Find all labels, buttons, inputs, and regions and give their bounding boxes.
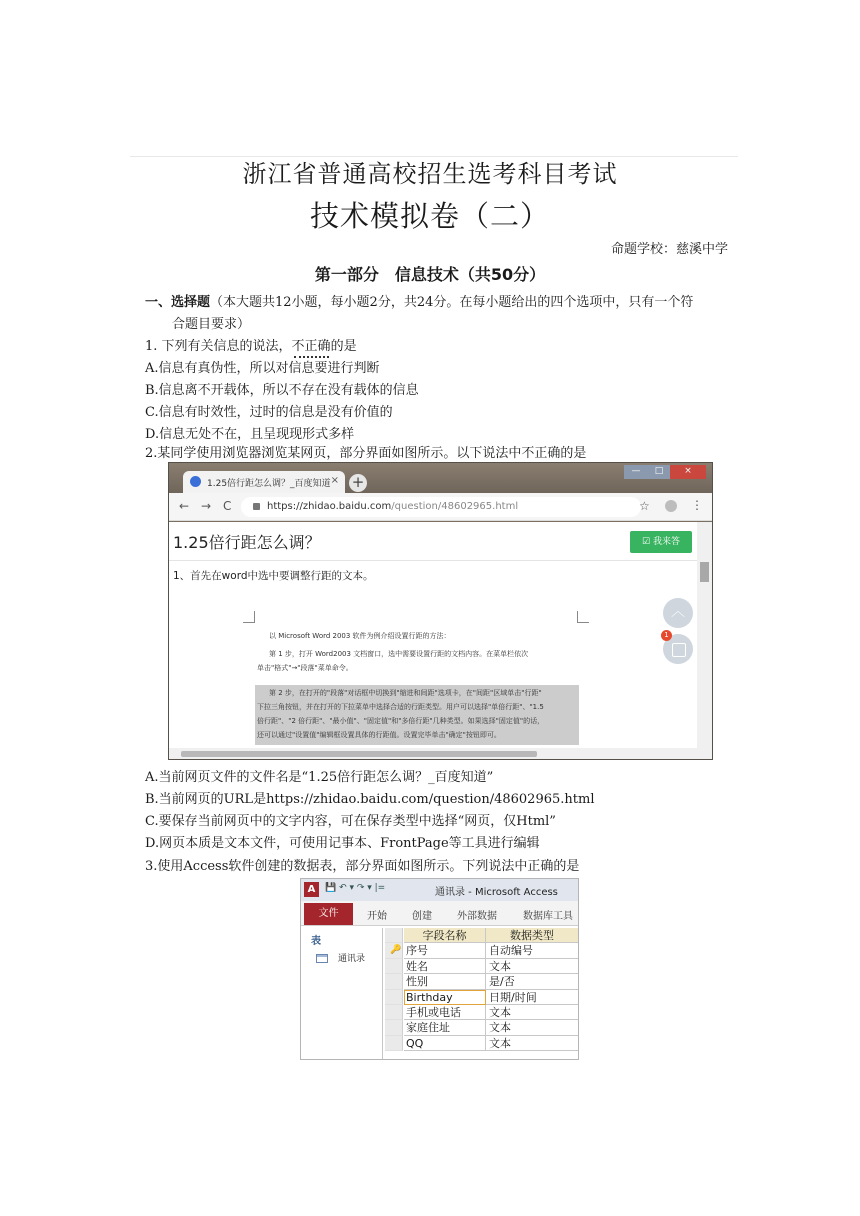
q2-option-a: A.当前网页文件的文件名是“1.25倍行距怎么调？_百度知道” <box>145 770 494 785</box>
doc-line: 第 1 步，打开 Word2003 文档窗口，选中需要设置行距的文档内容。在菜单栏依次 <box>269 650 529 658</box>
row-selector <box>385 928 403 943</box>
access-window-title: 通讯录 - Microsoft Access <box>435 887 558 898</box>
grid-header-row <box>385 928 578 943</box>
exam-subtitle: 技术模拟卷（二） <box>309 199 550 233</box>
field-name-cell[interactable]: 家庭住址 <box>404 1020 486 1035</box>
ribbon-tabs <box>301 901 578 926</box>
doc-line: 第 2 步，在打开的"段落"对话框中切换到"缩进和间距"选项卡，在"间距"区域单击"行距" <box>269 689 542 697</box>
table-row[interactable] <box>385 990 578 1005</box>
column-header-field-name: 字段名称 <box>404 928 486 943</box>
question-title: 1.25倍行距怎么调？ <box>173 533 321 552</box>
baidu-paw-icon <box>190 476 201 487</box>
data-type-cell[interactable]: 是/否 <box>486 974 578 989</box>
address-bar <box>169 493 712 521</box>
data-type-cell[interactable]: 日期/时间 <box>486 990 578 1005</box>
data-type-cell[interactable]: 文本 <box>486 1036 578 1051</box>
row-selector[interactable] <box>385 959 403 974</box>
table-row[interactable] <box>385 959 578 974</box>
new-tab-button[interactable]: + <box>349 474 367 492</box>
data-type-cell[interactable]: 文本 <box>486 1005 578 1020</box>
url-path: /question/48602965.html <box>391 501 519 512</box>
access-screenshot <box>300 878 579 1060</box>
answer-button[interactable]: ☑ 我来答 <box>630 531 692 553</box>
table-row[interactable] <box>385 1036 578 1051</box>
field-name-cell[interactable]: 性别 <box>404 974 486 989</box>
ribbon-tab-create[interactable]: 创建 <box>412 911 432 922</box>
web-page-content <box>169 522 697 748</box>
q3-stem: 3.使用Access软件创建的数据表，部分界面如图所示。下列说法中正确的是 <box>145 859 580 874</box>
nav-item-label: 通讯录 <box>338 954 366 964</box>
q1-stem-emphasis: 不正确 <box>291 339 331 354</box>
minimize-button[interactable]: — <box>624 465 648 479</box>
table-row[interactable] <box>385 1005 578 1020</box>
url-host: https://zhidao.baidu.com <box>267 501 392 512</box>
q2-option-d: D.网页本质是文本文件，可使用记事本、FrontPage等工具进行编辑 <box>145 836 540 851</box>
tab-title: 1.25倍行距怎么调？_百度知道 <box>207 479 331 489</box>
q2-option-b: B.当前网页的URL是https://zhidao.baidu.com/question/48602965.html <box>145 792 595 807</box>
school-credit: 命题学校：慈溪中学 <box>610 242 728 257</box>
forward-arrow-icon[interactable]: → <box>201 499 212 513</box>
access-title-bar <box>301 879 578 901</box>
doc-line: 单击"格式"→"段落"菜单命令。 <box>257 664 353 672</box>
field-name-cell[interactable]: 手机或电话 <box>404 1005 486 1020</box>
row-selector[interactable] <box>385 1020 403 1035</box>
field-name-cell[interactable]: 姓名 <box>404 959 486 974</box>
ribbon-tab-external-data[interactable]: 外部数据 <box>457 911 497 922</box>
row-selector[interactable] <box>385 1005 403 1020</box>
ribbon-tab-db-tools[interactable]: 数据库工具 <box>523 911 573 922</box>
primary-key-icon: 🔑 <box>390 945 402 956</box>
column-header-data-type: 数据类型 <box>486 928 578 943</box>
q1-option-a: A.信息有真伪性，所以对信息要进行判断 <box>145 361 380 376</box>
data-type-cell[interactable]: 自动编号 <box>486 943 578 958</box>
q1-stem <box>145 335 357 354</box>
q2-stem-emphasis: 不正确 <box>521 446 561 461</box>
q1-stem-text: 1. 下列有关信息的说法， <box>145 339 292 354</box>
browser-menu-icon[interactable]: ⋮ <box>691 498 703 512</box>
q1-option-b: B.信息离不开载体，所以不存在没有载体的信息 <box>145 383 419 398</box>
nav-pane-header: 表 <box>311 936 321 947</box>
ribbon-tab-file[interactable]: 文件 <box>304 903 353 925</box>
doc-line: 下拉三角按钮，并在打开的下拉菜单中选择合适的行距类型。用户可以选择"单倍行距"、"1.5 <box>257 703 544 711</box>
maximize-button[interactable]: □ <box>648 465 670 479</box>
row-selector[interactable] <box>385 990 403 1005</box>
quick-access-toolbar[interactable]: 💾 ↶ ▾ ↷ ▾ |= <box>325 883 386 893</box>
data-type-cell[interactable]: 文本 <box>486 1020 578 1035</box>
answer-step-text: 1、首先在word中选中要调整行距的文本。 <box>173 570 374 582</box>
url-field[interactable] <box>241 497 641 517</box>
nav-item-table[interactable] <box>316 951 365 964</box>
doc-corner-right <box>577 611 589 623</box>
table-row[interactable] <box>385 974 578 989</box>
window-close-button[interactable]: × <box>670 465 706 479</box>
horizontal-scrollbar[interactable] <box>169 748 712 760</box>
tab-close-icon[interactable]: × <box>330 475 339 486</box>
q2-stem-text: 2.某同学使用浏览器浏览某网页，部分界面如图所示。以下说法中 <box>145 446 522 461</box>
table-icon <box>316 954 328 963</box>
part-heading: 第一部分 信息技术（共50分） <box>314 265 546 284</box>
browser-tab[interactable] <box>183 471 345 493</box>
bookmark-star-icon[interactable]: ☆ <box>639 499 650 513</box>
browser-tab-bar <box>169 463 712 493</box>
section-line-1 <box>145 291 693 310</box>
account-avatar-icon[interactable] <box>665 500 677 512</box>
field-name-cell[interactable]: Birthday <box>404 990 486 1005</box>
q1-stem-end: 的是 <box>330 339 357 354</box>
section-label: 一、选择题 <box>145 295 211 310</box>
back-arrow-icon[interactable]: ← <box>179 499 190 513</box>
table-row[interactable] <box>385 943 578 958</box>
doc-line: 倍行距"、"2 倍行距"、"最小值"、"固定值"和"多倍行距"几种类型。如果选择"固定值"的话， <box>257 717 545 725</box>
field-name-cell[interactable]: 序号 <box>404 943 486 958</box>
table-row[interactable] <box>385 1020 578 1035</box>
row-selector[interactable] <box>385 974 403 989</box>
q2-option-c: C.要保存当前网页中的文字内容，可在保存类型中选择“网页，仅Html” <box>145 814 556 829</box>
doc-line: 还可以通过"设置值"编辑框设置具体的行距值。设置完毕单击"确定"按钮即可。 <box>257 731 501 739</box>
row-selector[interactable] <box>385 1036 403 1051</box>
q2-stem <box>145 442 586 461</box>
exam-title: 浙江省普通高校招生选考科目考试 <box>242 160 618 188</box>
section-desc-1: （本大题共12小题，每小题2分，共24分。在每小题给出的四个选项中，只有一个符 <box>210 295 694 310</box>
vertical-scroll-thumb[interactable] <box>700 562 709 582</box>
notification-badge: 1 <box>661 630 672 641</box>
field-name-cell[interactable]: QQ <box>404 1036 486 1051</box>
title-divider <box>169 560 697 561</box>
scroll-top-button[interactable]: ︿ <box>663 598 693 628</box>
window-controls <box>624 465 706 479</box>
row-selector[interactable] <box>385 943 403 958</box>
q1-option-d: D.信息无处不在，且呈现现形式多样 <box>145 427 355 442</box>
lock-icon <box>253 503 260 510</box>
q1-option-c: C.信息有时效性，过时的信息是没有价值的 <box>145 405 393 420</box>
reload-icon[interactable]: C <box>223 499 232 513</box>
ribbon-tab-home[interactable]: 开始 <box>367 911 387 922</box>
data-type-cell[interactable]: 文本 <box>486 959 578 974</box>
section-desc-2: 合题目要求） <box>172 317 251 332</box>
navigation-pane <box>306 928 383 1059</box>
q2-stem-end: 的是 <box>560 446 587 461</box>
access-logo-icon: A <box>304 882 319 897</box>
doc-corner-left <box>243 611 255 623</box>
vertical-scrollbar[interactable] <box>697 522 712 748</box>
doc-line: 以 Microsoft Word 2003 软件为例介绍设置行距的方法： <box>269 632 451 640</box>
browser-screenshot <box>168 462 713 760</box>
design-grid <box>385 928 578 1059</box>
horizontal-scroll-thumb[interactable] <box>181 751 537 757</box>
